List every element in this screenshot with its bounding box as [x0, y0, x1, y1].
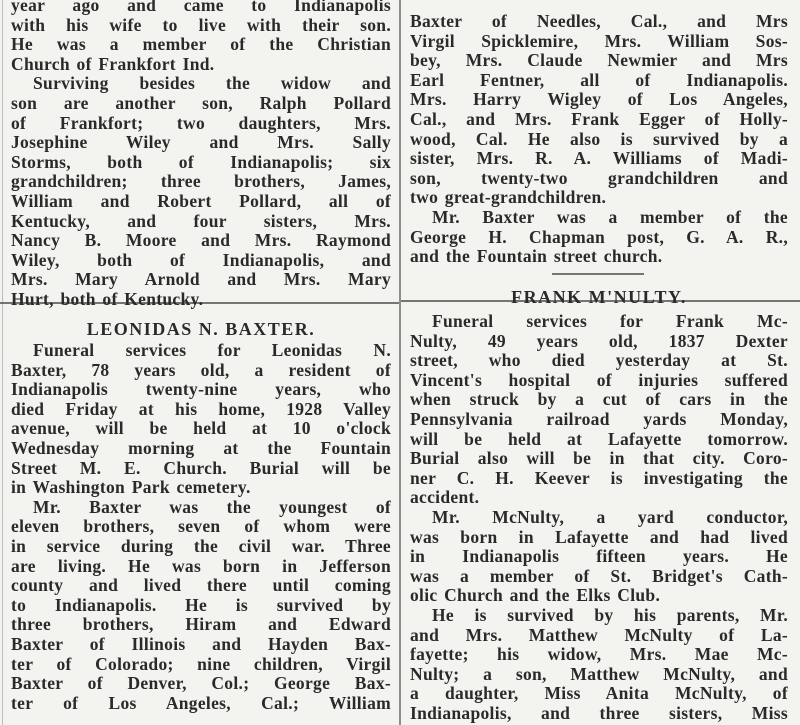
text-line: county and lived there until coming — [11, 575, 391, 596]
text-line: sister, Mrs. R. A. Williams of Madi- — [410, 148, 788, 169]
text-line: Nancy B. Moore and Mrs. Raymond — [11, 230, 391, 251]
text-line: avenue, will be held at 10 o'clock — [11, 418, 391, 439]
text-line: three brothers, Hiram and Edward — [11, 614, 391, 635]
text-line: eleven brothers, seven of whom were — [11, 516, 391, 537]
text-line: a daughter, Miss Anita McNulty, of — [410, 683, 788, 704]
text-line: two great-grandchildren. — [410, 187, 607, 208]
text-line: son, twenty-two grandchildren and — [410, 167, 788, 188]
text-line: Wiley, both of Indianapolis, and — [11, 249, 391, 270]
text-line: He is survived by his parents, Mr. — [432, 604, 788, 625]
paragraph — [410, 508, 788, 606]
column-divider — [399, 0, 401, 725]
text-line: and the Fountain street church. — [410, 246, 663, 267]
text-line: Nulty; a son, Matthew McNulty, and — [410, 663, 788, 684]
clipping-edge — [2, 0, 3, 725]
paragraph — [11, 74, 391, 309]
text-line: Vincent's hospital of injuries suffered — [410, 369, 788, 390]
obituary-heading: FRANK M'NULTY. — [511, 287, 687, 307]
text-line: Pennsylvania railroad yards Monday, — [410, 408, 788, 429]
paragraph — [11, 498, 391, 714]
obituary-heading: LEONIDAS N. BAXTER. — [86, 319, 316, 339]
obituary-frank-mcnulty — [410, 285, 788, 723]
text-line: ter of Colorado; nine children, Virgil — [11, 653, 391, 674]
text-line: Street M. E. Church. Burial will be — [11, 457, 391, 478]
text-line: ter of Los Angeles, Cal.; William — [11, 692, 391, 713]
text-line: grandchildren; three brothers, James, — [11, 171, 391, 192]
text-line: fayette; his widow, Mrs. Mae Mc- — [410, 644, 788, 665]
text-line: with his wife to live with their son. — [11, 14, 391, 35]
short-separator-rule — [552, 273, 644, 275]
paragraph — [410, 208, 788, 267]
paragraph — [11, 341, 391, 498]
paragraph — [11, 0, 391, 74]
text-line: Storms, both of Indianapolis; six — [11, 151, 391, 172]
text-line: in service during the civil war. Three — [11, 535, 391, 556]
text-line: olic Church and the Elks Club. — [410, 585, 661, 606]
text-line: to Indianapolis. He is survived by — [11, 594, 391, 615]
text-line: street, who died yesterday at St. — [410, 350, 788, 371]
text-line: was born in Lafayette and had lived — [410, 526, 788, 547]
text-line: accident. — [410, 487, 480, 508]
text-line: was a member of St. Bridget's Cath- — [410, 565, 788, 586]
text-line: Mrs. Mary Arnold and Mrs. Mary — [11, 269, 391, 290]
text-line: bey, Mrs. Claude Newmier and Mrs — [410, 50, 788, 71]
text-line: Mr. Baxter was a member of the — [432, 206, 788, 227]
text-line: Mr. McNulty, a yard conductor, — [432, 506, 788, 527]
text-line: Mr. Baxter was the youngest of — [33, 496, 391, 517]
text-line: son are another son, Ralph Pollard — [11, 92, 391, 113]
text-line: Indianapolis twenty-nine years, who — [11, 379, 391, 400]
paragraph — [410, 606, 788, 724]
text-line: year ago and came to Indianapolis — [11, 0, 391, 15]
text-line: Kentucky, and four sisters, Mrs. — [11, 210, 391, 231]
text-line: Baxter, 78 years old, a resident of — [11, 359, 391, 380]
text-line: in Washington Park cemetery. — [11, 477, 251, 498]
paragraph — [410, 12, 788, 208]
text-line: ner C. H. Keever is investigating the — [410, 467, 788, 488]
text-line: died Friday at his home, 1928 Valley — [11, 398, 391, 419]
text-line: wood, Cal. He also is survived by a — [410, 128, 788, 149]
obituary-baxter-continued — [410, 12, 788, 267]
text-line: William and Robert Pollard, all of — [11, 190, 391, 211]
obituary-pollard-continued — [11, 0, 391, 310]
text-line: Funeral services for Leonidas N. — [33, 340, 391, 360]
text-line: George H. Chapman post, G. A. R., — [410, 226, 788, 247]
text-line: Nulty, 49 years old, 1837 Dexter — [410, 330, 788, 351]
text-line: Baxter of Illinois and Hayden Bax- — [11, 633, 391, 654]
obituary-leonidas-baxter — [11, 317, 391, 713]
text-line: Hurt, both of Kentucky. — [11, 288, 204, 309]
text-line: are living. He was born in Jefferson — [11, 555, 391, 576]
text-line: Church of Frankfort Ind. — [11, 53, 215, 74]
text-line: Wednesday morning at the Fountain — [11, 437, 391, 458]
text-line: and Mrs. Matthew McNulty of La- — [410, 624, 788, 645]
text-line: Baxter of Denver, Col.; George Bax- — [11, 673, 391, 694]
text-line: Mrs. Harry Wigley of Los Angeles, — [410, 89, 788, 110]
text-line: Indianapolis, and three sisters, Miss — [410, 702, 788, 723]
paragraph — [410, 312, 788, 508]
text-line: He was a member of the Christian — [11, 34, 391, 55]
text-line: of Frankfort; two daughters, Mrs. — [11, 112, 391, 133]
text-line: in Indianapolis fifteen years. He — [410, 546, 788, 567]
text-line: when struck by a cut of cars in the — [410, 389, 788, 410]
text-line: Josephine Wiley and Mrs. Sally — [11, 132, 391, 153]
text-line: will be held at Lafayette tomorrow. — [410, 428, 788, 449]
text-line: Funeral services for Frank Mc- — [432, 311, 788, 331]
text-line: Burial also will be in that city. Coro- — [410, 448, 788, 469]
text-line: Virgil Spicklemire, Mrs. William Sos- — [410, 30, 788, 51]
text-line: Surviving besides the widow and — [33, 73, 391, 94]
text-line: Earl Fentner, all of Indianapolis. — [410, 69, 788, 90]
text-line: Cal., and Mrs. Frank Egger of Holly- — [410, 108, 788, 129]
text-line: Baxter of Needles, Cal., and Mrs — [410, 11, 788, 31]
